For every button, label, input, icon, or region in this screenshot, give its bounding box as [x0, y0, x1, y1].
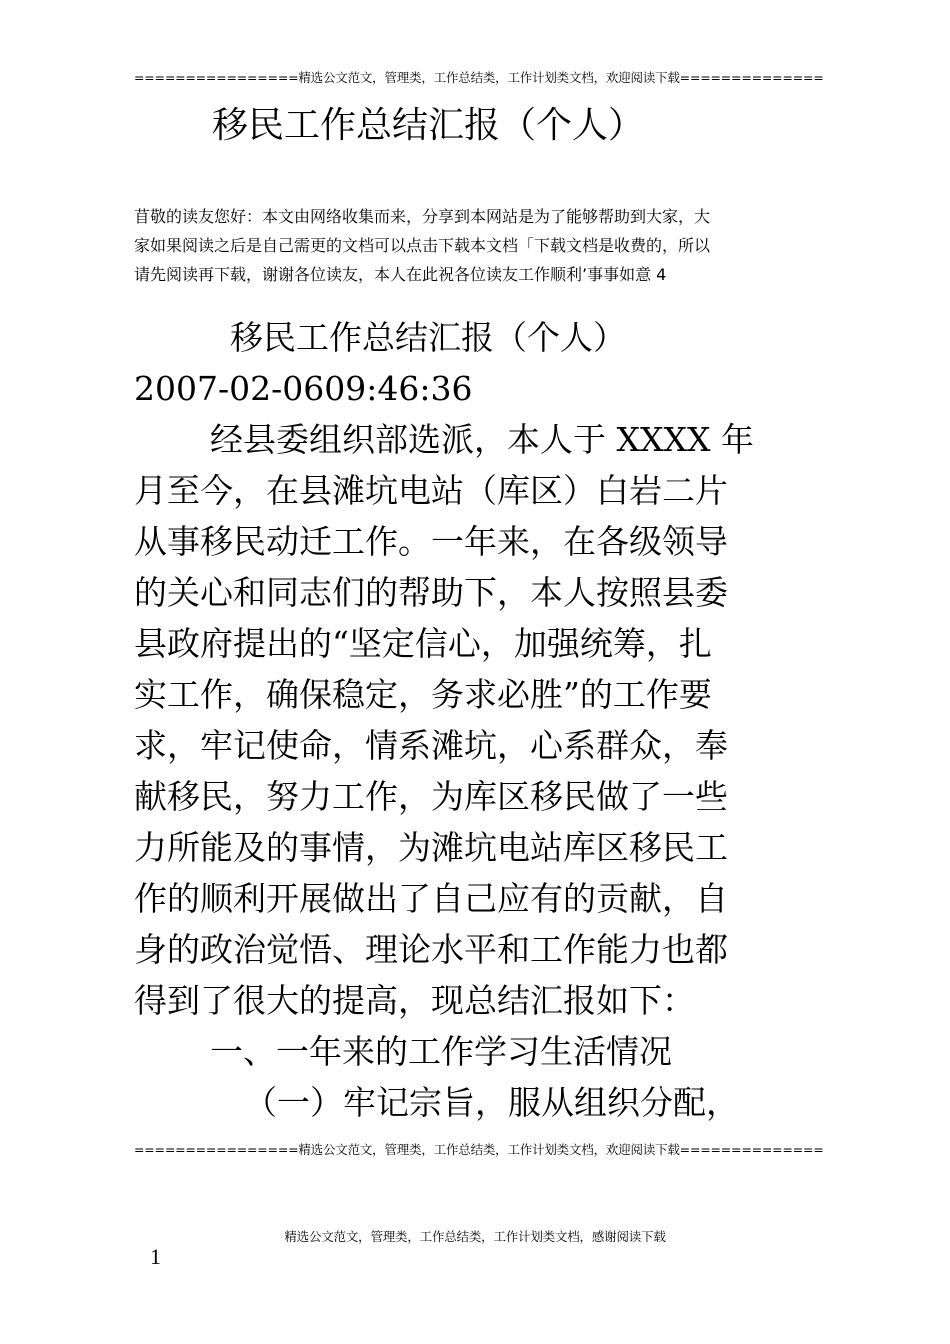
paragraph-line: 经县委组织部选派，本人于 XXXX 年 [210, 420, 754, 459]
article-body [134, 312, 834, 1128]
paragraph-line: 作的顺利开展做出了自己应有的贡献，自 [134, 879, 728, 918]
paragraph-line: 月至今，在县滩坑电站（库区）白岩二片 [134, 471, 728, 510]
intro-line: 苜敬的读友您好：本文由网络收集而来，分享到本网站是为了能够帮助到大家，大 [134, 207, 711, 226]
header-banner: ================精选公文范文，管理类，工作总结类，工作计划类文档，欢迎阅读下载============== [134, 70, 824, 85]
article-date: 2007-02-0609:46:36 [134, 369, 473, 408]
intro-notice [134, 202, 834, 289]
paragraph-line: 的关心和同志们的帮助下，本人按照县委 [134, 573, 728, 612]
footer-note: 精选公文范文，管理类，工作总结类，工作计划类文档，感谢阅读下载 [284, 1229, 666, 1244]
intro-line: 家如果阅读之后是自己需更的文档可以点击下载本文档「下载文档是收费的，所以 [134, 236, 711, 255]
section-heading: 一、一年来的工作学习生活情况 [210, 1032, 672, 1071]
paragraph-line: 县政府提出的“坚定信心，加强统筹，扎 [134, 624, 712, 663]
paragraph-line: 献移民，努力工作，为库区移民做了一些 [134, 777, 728, 816]
subsection-heading: （一）牢记宗旨，服从组织分配， [244, 1083, 739, 1122]
footer-banner: ================精选公文范文，管理类，工作总结类，工作计划类文档，欢迎阅读下载============== [134, 1142, 824, 1157]
intro-line: 请先阅读再下载，谢谢各位读友，本人在此祝各位读友工作顺利’事事如意 4 [134, 265, 667, 284]
paragraph-line: 求，牢记使命，情系滩坑，心系群众，奉 [134, 726, 728, 765]
paragraph-line: 力所能及的事情，为滩坑电站库区移民工 [134, 828, 728, 867]
paragraph-line: 从事移民动迁工作。一年来，在各级领导 [134, 522, 728, 561]
paragraph-line: 得到了很大的提高，现总结汇报如下： [134, 981, 695, 1020]
paragraph-line: 实工作，确保稳定，务求必胜”的工作要 [134, 675, 712, 714]
page-number: 1 [150, 1244, 161, 1269]
article-title: 移民工作总结汇报（个人） [230, 318, 626, 357]
document-title: 移民工作总结汇报（个人） [212, 105, 645, 146]
paragraph-line: 身的政治觉悟、理论水平和工作能力也都 [134, 930, 728, 969]
